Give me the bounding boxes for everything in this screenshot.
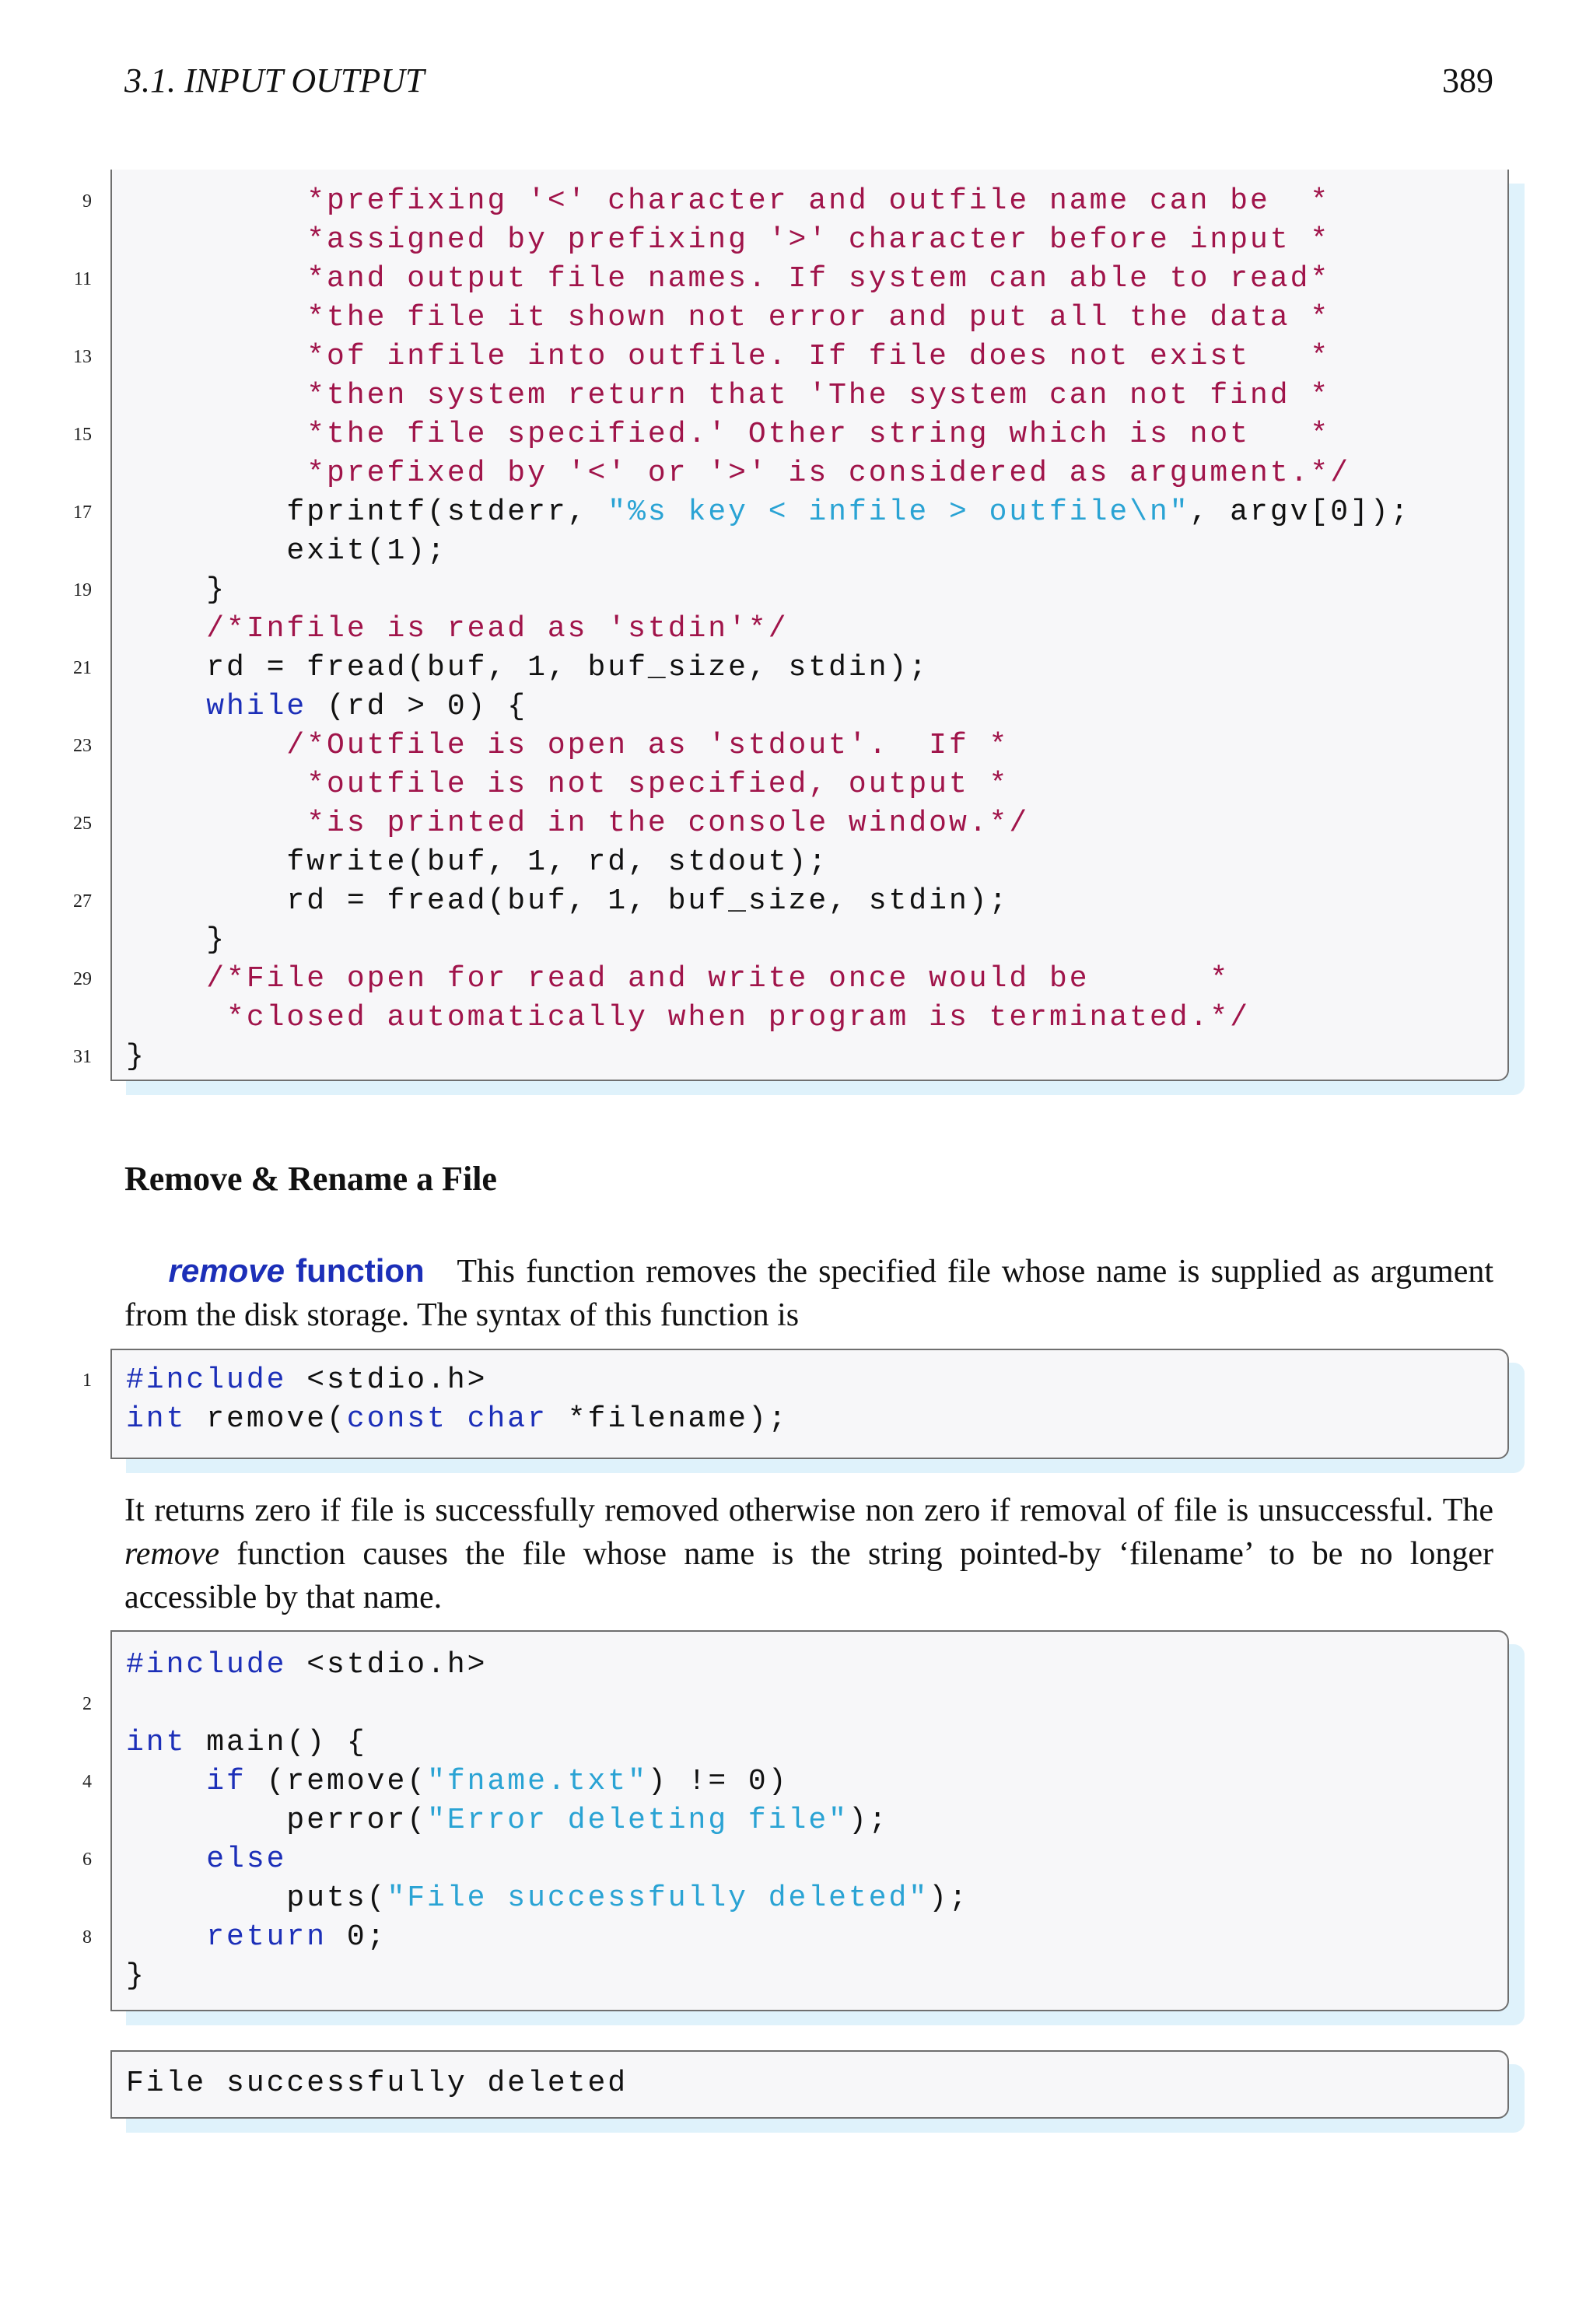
code-token: } <box>126 1959 146 1993</box>
code-keyword: return <box>126 1920 327 1954</box>
line-number: 23 <box>73 736 92 756</box>
code-string: "%s key < infile > outfile\n" <box>607 495 1190 529</box>
code-token: remove( <box>186 1402 347 1436</box>
page-number: 389 <box>1442 61 1493 100</box>
line-number: 6 <box>82 1850 92 1870</box>
code-keyword: while <box>126 690 307 723</box>
code-text <box>126 1400 789 1439</box>
code-text <box>126 1724 367 1762</box>
running-header <box>124 61 1493 107</box>
line-number: 8 <box>82 1927 92 1948</box>
code-keyword: int <box>126 1402 187 1436</box>
code-token: } <box>126 923 227 957</box>
code-text <box>126 454 1350 493</box>
code-string: "File successfully deleted" <box>387 1881 930 1915</box>
code-string: "Error deleting file" <box>427 1804 849 1837</box>
code-token: rd = fread(buf, 1, buf_size, stdin); <box>126 651 930 684</box>
line-number: 31 <box>73 1047 92 1067</box>
code-comment: *of infile into outfile. If file does not exist * <box>126 340 1331 373</box>
code-text <box>126 921 226 960</box>
code-token: puts( <box>126 1881 387 1915</box>
code-token: } <box>126 573 227 607</box>
code-text <box>126 1762 789 1801</box>
code-text <box>126 999 1250 1038</box>
output-text: File successfully deleted <box>126 2067 628 2100</box>
section-heading: Remove & Rename a File <box>124 1160 497 1198</box>
code-token: ) != 0) <box>647 1765 789 1798</box>
line-number: 1 <box>82 1370 92 1391</box>
code-text <box>126 649 929 688</box>
code-text <box>126 571 226 610</box>
code-text <box>126 1840 286 1879</box>
code-comment: *and output file names. If system can able to read* <box>126 262 1331 296</box>
code-block-syntax <box>82 1349 1509 1459</box>
code-token: rd = fread(buf, 1, buf_size, stdin); <box>126 884 1010 918</box>
code-token: } <box>126 1040 146 1073</box>
code-text <box>126 299 1330 338</box>
code-comment: *assigned by prefixing '>' character before input * <box>126 223 1331 257</box>
line-number: 25 <box>73 814 92 834</box>
code-token: , argv[0]); <box>1189 495 1411 529</box>
output-block <box>110 2050 1509 2119</box>
line-number: 27 <box>73 891 92 912</box>
line-number: 4 <box>82 1772 92 1792</box>
code-text <box>126 765 1009 804</box>
line-number: 11 <box>73 269 92 289</box>
code-keyword: const char <box>346 1402 548 1436</box>
code-keyword: #include <box>126 1648 287 1682</box>
code-comment: /*Infile is read as 'stdin'*/ <box>126 612 789 646</box>
code-token: main() { <box>186 1726 367 1759</box>
code-text <box>126 493 1410 532</box>
line-number: 13 <box>73 347 92 367</box>
code-token: *filename); <box>547 1402 789 1436</box>
code-token: perror( <box>126 1804 428 1837</box>
code-text <box>126 960 1230 999</box>
paragraph-text: This function removes the specified file whose name is supplied as argument from the disk storage. The syntax of this function is <box>124 1254 1494 1333</box>
code-comment: *prefixing '<' character and outfile name can be * <box>126 184 1331 218</box>
line-number: 15 <box>73 425 92 445</box>
code-text <box>126 804 1029 843</box>
code-text <box>126 726 1009 765</box>
code-text <box>126 1918 387 1957</box>
code-text <box>126 1801 889 1840</box>
code-keyword: else <box>126 1843 287 1876</box>
code-text <box>126 338 1330 376</box>
paragraph-text: It returns zero if file is successfully removed otherwise non zero if removal of file is unsuccessful. The <box>124 1493 1493 1528</box>
code-text <box>126 1038 146 1076</box>
line-number: 19 <box>73 580 92 600</box>
line-number: 9 <box>82 191 92 212</box>
code-text <box>126 843 828 882</box>
code-token: <stdio.h> <box>286 1363 488 1397</box>
code-text <box>126 610 789 649</box>
remove-return-paragraph <box>124 1489 1493 1619</box>
line-number: 17 <box>73 502 92 523</box>
code-token: (remove( <box>246 1765 428 1798</box>
code-token: 0; <box>327 1920 387 1954</box>
emphasis-remove: remove <box>124 1536 220 1572</box>
code-block-continued <box>73 170 1509 1081</box>
code-keyword: if <box>126 1765 247 1798</box>
code-block-example <box>82 1630 1509 2011</box>
code-comment: *then system return that 'The system can not find * <box>126 379 1331 412</box>
code-string: "fname.txt" <box>427 1765 648 1798</box>
code-text <box>126 182 1330 221</box>
code-comment: *closed automatically when program is terminated.*/ <box>126 1001 1251 1034</box>
code-text <box>126 882 1009 921</box>
line-number: 29 <box>73 969 92 989</box>
code-comment: *the file it shown not error and put all the data * <box>126 301 1331 334</box>
code-keyword: int <box>126 1726 187 1759</box>
code-token: ); <box>929 1881 969 1915</box>
code-token: exit(1); <box>126 534 447 568</box>
running-title: 3.1. INPUT OUTPUT <box>124 61 425 100</box>
code-comment: *is printed in the console window.*/ <box>126 807 1030 840</box>
code-token: fprintf(stderr, <box>126 495 608 529</box>
code-token: (rd > 0) { <box>306 690 528 723</box>
paragraph-text: function causes the file whose name is the string pointed-by ‘filename’ to be no longer accessible by that name. <box>124 1536 1493 1615</box>
remove-function-paragraph <box>124 1249 1493 1337</box>
code-text <box>126 376 1330 415</box>
code-text <box>126 1879 969 1918</box>
code-text <box>126 688 527 726</box>
code-text <box>126 221 1330 260</box>
code-text <box>126 260 1330 299</box>
code-keyword: #include <box>126 1363 287 1397</box>
line-number: 21 <box>73 658 92 678</box>
code-text <box>126 1361 487 1400</box>
code-token: ); <box>848 1804 889 1837</box>
code-comment: /*File open for read and write once would be * <box>126 962 1231 996</box>
code-token: fwrite(buf, 1, rd, stdout); <box>126 845 829 879</box>
code-token: <stdio.h> <box>286 1648 488 1682</box>
code-comment: *the file specified.' Other string which is not * <box>126 418 1331 451</box>
code-text <box>126 532 447 571</box>
line-number: 2 <box>82 1694 92 1714</box>
code-comment: *prefixed by '<' or '>' is considered as argument.*/ <box>126 457 1351 490</box>
code-text <box>126 1646 487 1685</box>
code-text <box>126 1957 146 1996</box>
code-comment: *outfile is not specified, output * <box>126 768 1010 801</box>
code-text <box>126 415 1330 454</box>
term-remove: remove <box>168 1252 285 1289</box>
code-comment: /*Outfile is open as 'stdout'. If * <box>126 729 1010 762</box>
term-function: function <box>296 1252 425 1289</box>
